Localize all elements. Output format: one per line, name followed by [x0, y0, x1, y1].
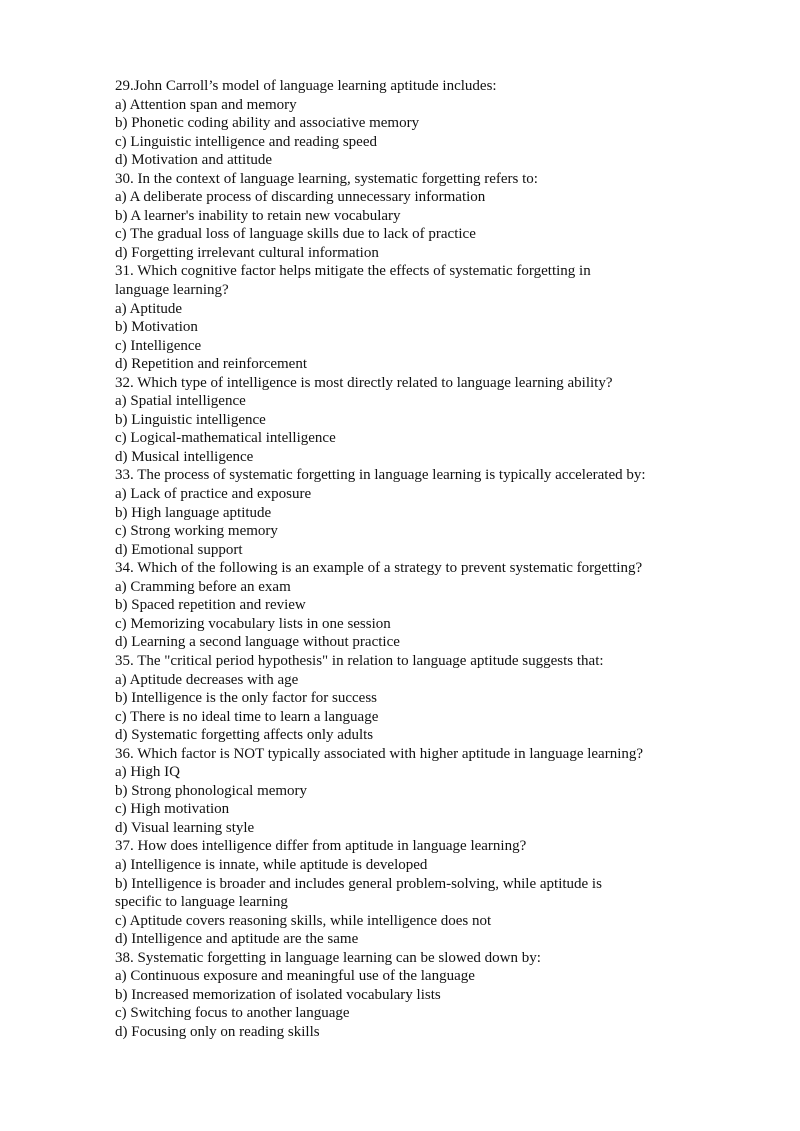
- text-line: b) Motivation: [115, 319, 198, 336]
- text-line: a) Intelligence is innate, while aptitude is developed: [115, 856, 428, 873]
- text-line: b) Intelligence is broader and includes general problem-solving, while aptitude is: [115, 875, 602, 892]
- text-line: d) Systematic forgetting affects only adults: [115, 727, 374, 744]
- text-line: 32. Which type of intelligence is most directly related to language learning ability?: [115, 374, 613, 391]
- text-line: a) Aptitude decreases with age: [115, 671, 299, 688]
- text-line: b) Increased memorization of isolated vocabulary lists: [115, 986, 441, 1003]
- text-line: c) Memorizing vocabulary lists in one session: [115, 615, 391, 632]
- text-line: d) Visual learning style: [115, 819, 255, 836]
- text-line: a) Lack of practice and exposure: [115, 486, 312, 503]
- text-line: d) Repetition and reinforcement: [115, 356, 308, 373]
- text-line: a) A deliberate process of discarding unnecessary information: [115, 189, 486, 206]
- text-line: a) High IQ: [115, 764, 180, 781]
- text-line: c) High motivation: [115, 801, 230, 818]
- text-line: a) Spatial intelligence: [115, 393, 246, 410]
- text-line: c) Linguistic intelligence and reading speed: [115, 133, 377, 150]
- text-line: c) The gradual loss of language skills due to lack of practice: [115, 226, 476, 243]
- text-line: specific to language learning: [115, 894, 288, 911]
- text-line: c) There is no ideal time to learn a language: [115, 708, 379, 725]
- text-line: c) Switching focus to another language: [115, 1005, 350, 1022]
- text-line: b) Linguistic intelligence: [115, 411, 266, 428]
- text-line: d) Focusing only on reading skills: [115, 1023, 320, 1040]
- text-line: 33. The process of systematic forgetting in language learning is typically accelerated by:: [115, 467, 646, 484]
- text-line: 31. Which cognitive factor helps mitigate the effects of systematic forgetting in: [115, 263, 591, 280]
- text-line: language learning?: [115, 282, 229, 299]
- text-line: a) Attention span and memory: [115, 96, 297, 113]
- text-line: 35. The "critical period hypothesis" in relation to language aptitude suggests that:: [115, 652, 604, 669]
- text-line: d) Forgetting irrelevant cultural information: [115, 244, 379, 261]
- text-line: c) Logical-mathematical intelligence: [115, 430, 336, 447]
- text-line: 37. How does intelligence differ from aptitude in language learning?: [115, 838, 527, 855]
- text-line: 36. Which factor is NOT typically associated with higher aptitude in language learning?: [115, 745, 644, 762]
- text-line: d) Emotional support: [115, 541, 243, 558]
- text-line: b) Spaced repetition and review: [115, 597, 306, 614]
- text-line: d) Learning a second language without practice: [115, 634, 400, 651]
- text-line: a) Cramming before an exam: [115, 578, 291, 595]
- document-body: [115, 77, 715, 1041]
- text-line: c) Aptitude covers reasoning skills, while intelligence does not: [115, 912, 492, 929]
- text-line: 29.John Carroll’s model of language learning aptitude includes:: [115, 78, 497, 94]
- text-line: b) A learner's inability to retain new vocabulary: [115, 207, 401, 224]
- text-line: a) Continuous exposure and meaningful use of the language: [115, 968, 475, 985]
- text-line: c) Strong working memory: [115, 523, 278, 540]
- text-line: b) Strong phonological memory: [115, 782, 308, 799]
- text-line: b) Phonetic coding ability and associative memory: [115, 115, 420, 132]
- text-line: 30. In the context of language learning, systematic forgetting refers to:: [115, 170, 538, 187]
- text-line: b) Intelligence is the only factor for success: [115, 690, 377, 707]
- text-line: 38. Systematic forgetting in language learning can be slowed down by:: [115, 949, 541, 966]
- text-line: d) Motivation and attitude: [115, 152, 273, 169]
- text-line: a) Aptitude: [115, 300, 183, 317]
- text-line: d) Intelligence and aptitude are the same: [115, 931, 359, 948]
- text-line: 34. Which of the following is an example of a strategy to prevent systematic forgetting?: [115, 560, 643, 577]
- text-line: c) Intelligence: [115, 337, 202, 354]
- text-line: b) High language aptitude: [115, 504, 272, 521]
- text-line: d) Musical intelligence: [115, 448, 254, 465]
